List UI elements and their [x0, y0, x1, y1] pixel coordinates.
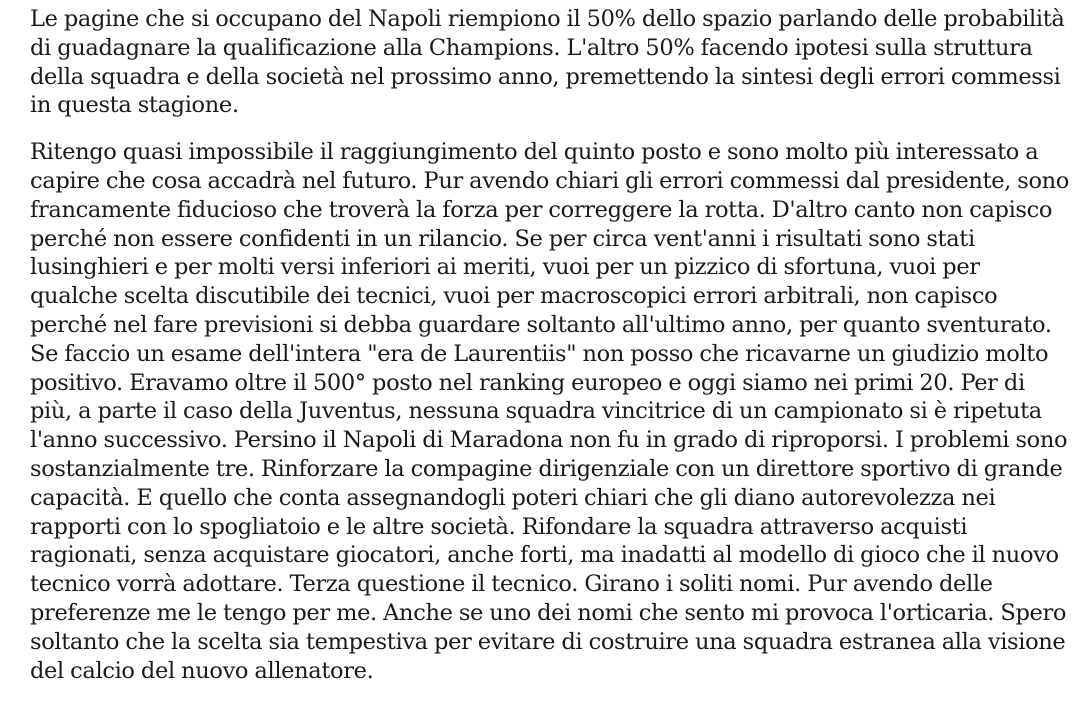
- paragraph-opinion: Ritengo quasi impossibile il raggiungimento del quinto posto e sono molto più interessato a capire che cosa accadrà nel futuro. Pur avendo chiari gli errori commessi dal presidente, sono francamente fiducioso che troverà la forza per correggere la rotta. D'altro canto non capisco perché non essere confidenti in un rilancio. Se per circa vent'anni i risultati sono stati lusinghieri e per molti versi inferiori ai meriti, vuoi per un pizzico di sfortuna, vuoi per qualche scelta discutibile dei tecnici, vuoi per macroscopici errori arbitrali, non capisco perché nel fare previsioni si debba guardare soltanto all'ultimo anno, per quanto sventurato. Se faccio un esame dell'intera "era de Laurentiis" non posso che ricavarne un giudizio molto positivo. Eravamo oltre il 500° posto nel ranking europeo e oggi siamo nei primi 20. Per di più, a parte il caso della Juventus, nessuna squadra vincitrice di un campionato si è ripetuta l'anno successivo. Persino il Napoli di Maradona non fu in grado di riproporsi. I problemi sono sostanzialmente tre. Rinforzare la compagine dirigenziale con un direttore sportivo di grande capacità. E quello che conta assegnandogli poteri chiari che gli diano autorevolezza nei rapporti con lo spogliatoio e le altre società. Rifondare la squadra attraverso acquisti ragionati, senza acquistare giocatori, anche forti, ma inadatti al modello di gioco che il nuovo tecnico vorrà adottare. Terza questione il tecnico. Girano i soliti nomi. Pur avendo delle preferenze me le tengo per me. Anche se uno dei nomi che sento mi provoca l'orticaria. Spero soltanto che la scelta sia tempestiva per evitare di costruire una squadra estranea alla visione del calcio del nuovo allenatore.: [30, 139, 1069, 684]
- paragraph-intro: Le pagine che si occupano del Napoli riempiono il 50% dello spazio parlando delle probabilità di guadagnare la qualificazione alla Champions. L'altro 50% facendo ipotesi sulla struttura della squadra e della società nel prossimo anno, premettendo la sintesi degli errori commessi in questa stagione.: [30, 6, 1065, 119]
- article-body: [30, 5, 1070, 685]
